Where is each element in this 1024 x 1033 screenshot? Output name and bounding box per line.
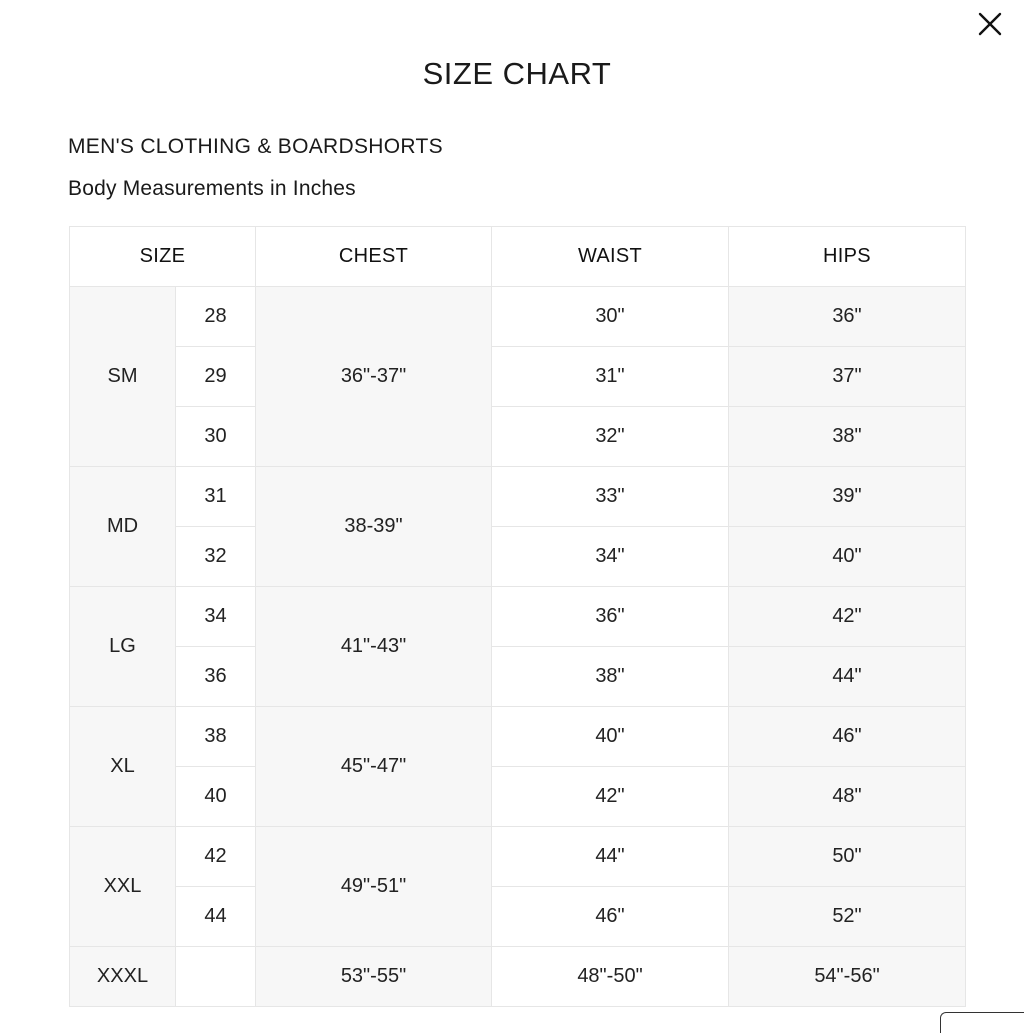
table-row	[70, 887, 966, 947]
corner-widget	[940, 1012, 1024, 1033]
header-waist: WAIST	[492, 227, 729, 287]
waist-cell: 38"	[492, 647, 729, 707]
table-row	[70, 527, 966, 587]
hips-cell: 52"	[729, 887, 966, 947]
hips-cell: 48"	[729, 767, 966, 827]
numeric-size-cell: 34	[176, 587, 256, 647]
size-label-cell: XXXL	[70, 947, 176, 1007]
hips-cell: 44"	[729, 647, 966, 707]
size-label-cell: LG	[70, 587, 176, 707]
hips-cell: 42"	[729, 587, 966, 647]
numeric-size-cell: 42	[176, 827, 256, 887]
waist-cell: 31"	[492, 347, 729, 407]
numeric-size-cell: 29	[176, 347, 256, 407]
chest-cell: 53"-55"	[256, 947, 492, 1007]
chest-cell: 38-39"	[256, 467, 492, 587]
size-label-cell: SM	[70, 287, 176, 467]
size-label-cell: MD	[70, 467, 176, 587]
table-row	[70, 947, 966, 1007]
header-hips: HIPS	[729, 227, 966, 287]
waist-cell: 33"	[492, 467, 729, 527]
numeric-size-cell	[176, 947, 256, 1007]
table-body	[70, 287, 966, 1007]
table-row	[70, 287, 966, 347]
units-note: Body Measurements in Inches	[68, 177, 356, 200]
waist-cell: 40"	[492, 707, 729, 767]
hips-cell: 38"	[729, 407, 966, 467]
close-icon	[976, 10, 1004, 38]
table-row	[70, 647, 966, 707]
waist-cell: 48"-50"	[492, 947, 729, 1007]
waist-cell: 42"	[492, 767, 729, 827]
hips-cell: 54"-56"	[729, 947, 966, 1007]
numeric-size-cell: 32	[176, 527, 256, 587]
table-row	[70, 467, 966, 527]
size-label-cell: XL	[70, 707, 176, 827]
hips-cell: 50"	[729, 827, 966, 887]
page-title: SIZE CHART	[422, 56, 612, 91]
waist-cell: 30"	[492, 287, 729, 347]
size-chart-table	[69, 226, 966, 1007]
numeric-size-cell: 40	[176, 767, 256, 827]
size-label-cell: XXL	[70, 827, 176, 947]
chest-cell: 45"-47"	[256, 707, 492, 827]
table-row	[70, 827, 966, 887]
hips-cell: 36"	[729, 287, 966, 347]
waist-cell: 44"	[492, 827, 729, 887]
waist-cell: 32"	[492, 407, 729, 467]
close-button[interactable]	[976, 10, 1004, 38]
hips-cell: 40"	[729, 527, 966, 587]
table-row	[70, 767, 966, 827]
numeric-size-cell: 31	[176, 467, 256, 527]
table-row	[70, 707, 966, 767]
header-chest: CHEST	[256, 227, 492, 287]
chest-cell: 41"-43"	[256, 587, 492, 707]
table-row	[70, 407, 966, 467]
numeric-size-cell: 38	[176, 707, 256, 767]
hips-cell: 46"	[729, 707, 966, 767]
waist-cell: 46"	[492, 887, 729, 947]
table-header-row	[70, 227, 966, 287]
numeric-size-cell: 44	[176, 887, 256, 947]
numeric-size-cell: 36	[176, 647, 256, 707]
hips-cell: 37"	[729, 347, 966, 407]
waist-cell: 36"	[492, 587, 729, 647]
table-row	[70, 347, 966, 407]
numeric-size-cell: 30	[176, 407, 256, 467]
hips-cell: 39"	[729, 467, 966, 527]
numeric-size-cell: 28	[176, 287, 256, 347]
waist-cell: 34"	[492, 527, 729, 587]
chest-cell: 36"-37"	[256, 287, 492, 467]
table-row	[70, 587, 966, 647]
header-size: SIZE	[70, 227, 256, 287]
category-heading: MEN'S CLOTHING & BOARDSHORTS	[68, 135, 443, 158]
chest-cell: 49"-51"	[256, 827, 492, 947]
